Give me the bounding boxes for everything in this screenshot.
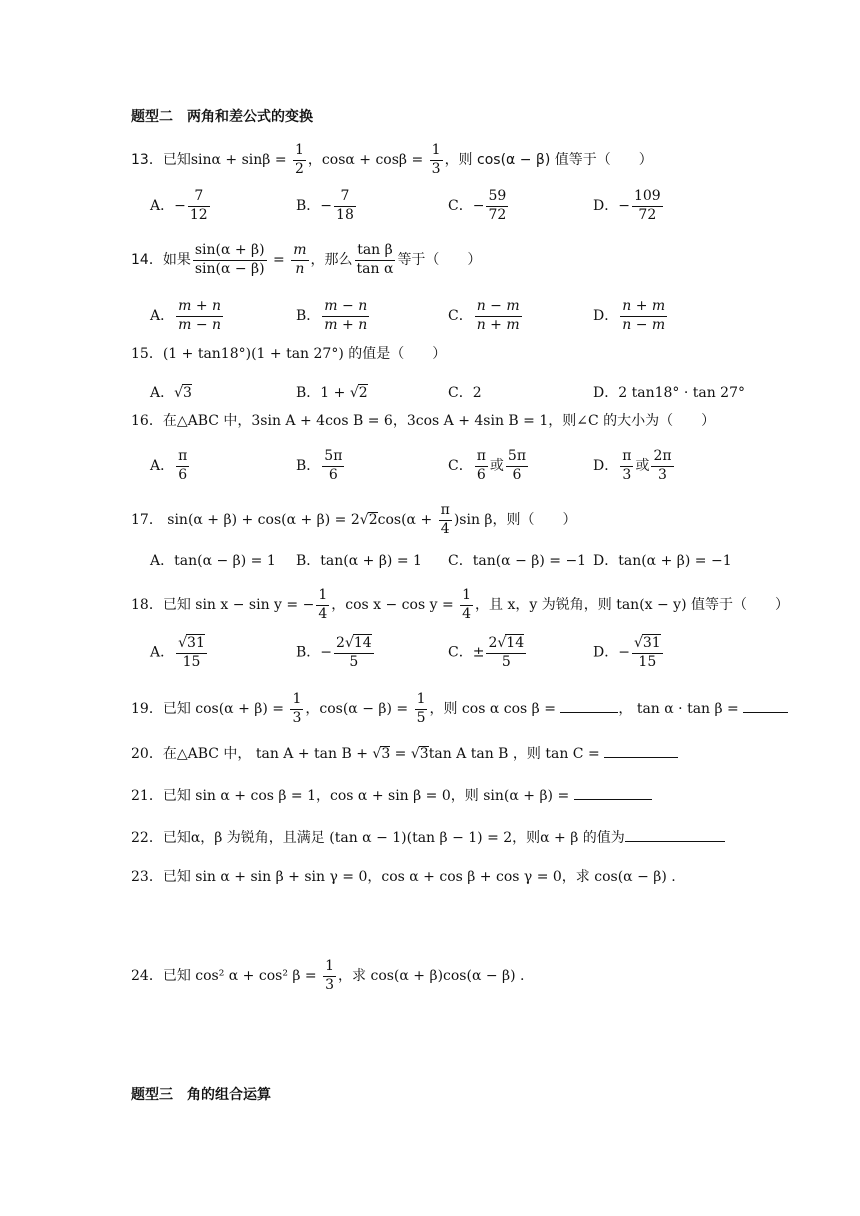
question-14: 14．如果 $\frac{\sin(\alpha + \beta)}{\sin(\alpha - \beta)}$ = $\frac{m}{n}$ ，那么 $\frac{\text{tan β}}{\text{tan α}}$ 等于（ ）: [131, 242, 482, 277]
q13-option-a: A．− $\frac{7}{12}$: [150, 188, 208, 223]
question-15: 15．(1 + tan18°)(1 + tan 27°) 的值是（ ）: [131, 346, 447, 362]
question-17: 17． sin(α + β) + cos(α + β) = 2√2cos(α + $\frac{\pi}{4}$ )sin β，则（ ）: [131, 502, 577, 537]
answer-blank[interactable]: [625, 828, 725, 842]
question-20: 20．在△ABC 中， tan A + tan B + √3 = √3tan A tan B ，则 tan C =: [131, 744, 678, 761]
question-19: 19．已知 cos(α + β) = $\frac{1}{3}$ ，cos(α − β) = $\frac{1}{5}$ ，则 cos α cos β = ， tan α · tan β =: [131, 691, 788, 727]
q18-option-d: D．− $\frac{√31}{15}$: [593, 635, 661, 670]
question-22: 22．已知α，β 为锐角，且满足 (tan α − 1)(tan β − 1) = 2，则α + β 的值为: [131, 828, 725, 845]
q15-option-d: D．2 tan18° · tan 27°: [593, 385, 745, 401]
q17-option-a: A．tan(α − β) = 1: [150, 553, 276, 569]
q13-option-d: D．− $\frac{109}{72}$: [593, 188, 661, 223]
section-heading-type3: 题型三 角的组合运算: [131, 1087, 271, 1103]
q14-option-a: A． $\frac{m + n}{m - n}$: [150, 298, 222, 333]
question-16: 16．在△ABC 中，3sin A + 4cos B = 6，3cos A + 4sin B = 1，则∠C 的大小为（ ）: [131, 413, 716, 429]
q16-option-c: C． $\frac{\pi}{6}$ 或 $\frac{5\pi}{6}$: [448, 448, 527, 483]
answer-blank[interactable]: [574, 786, 652, 800]
q13-option-c: C．− $\frac{59}{72}$: [448, 188, 507, 223]
answer-blank[interactable]: [743, 699, 788, 713]
section-heading-type2: 题型二 两角和差公式的变换: [131, 109, 313, 125]
answer-blank[interactable]: [560, 699, 618, 713]
q16-option-b: B． $\frac{5\pi}{6}$: [296, 448, 343, 483]
q17-option-d: D．tan(α + β) = −1: [593, 553, 732, 569]
q14-option-b: B． $\frac{m - n}{m + n}$: [296, 298, 368, 333]
q15-option-a: A．√3: [150, 385, 192, 401]
q17-option-c: C．tan(α − β) = −1: [448, 553, 587, 569]
q18-option-a: A． $\frac{√31}{15}$: [150, 635, 205, 670]
q15-option-c: C．2: [448, 385, 482, 401]
q14-option-c: C． $\frac{n - m}{n + m}$: [448, 298, 520, 333]
fraction: $\frac{1}{3}$: [431, 142, 441, 177]
q18-option-b: B．− $\frac{2√14}{5}$: [296, 635, 372, 670]
q16-option-d: D． $\frac{\pi}{3}$ 或 $\frac{2\pi}{3}$: [593, 448, 672, 483]
q13-option-b: B．− $\frac{7}{18}$: [296, 188, 354, 223]
question-23: 23．已知 sin α + sin β + sin γ = 0，cos α + cos β + cos γ = 0，求 cos(α − β) .: [131, 869, 676, 885]
q15-option-b: B．1 + √2: [296, 385, 368, 401]
fraction: $\frac{1}{2}$: [295, 142, 304, 177]
question-21: 21．已知 sin α + cos β = 1，cos α + sin β = 0，则 sin(α + β) =: [131, 786, 652, 803]
question-24: 24．已知 cos² α + cos² β = $\frac{1}{3}$ ，求 cos(α + β)cos(α − β) .: [131, 958, 525, 993]
q14-option-d: D． $\frac{n + m}{n - m}$: [593, 298, 666, 333]
q17-option-b: B．tan(α + β) = 1: [296, 553, 422, 569]
question-18: 18．已知 sin x − sin y = − $\frac{1}{4}$ ，cos x − cos y = $\frac{1}{4}$ ，且 x，y 为锐角，则 tan(x − y) 值等于（ ）: [131, 587, 790, 622]
question-13: 13．已知sinα + sinβ = $\frac{1}{2}$ ，cosα + cosβ = $\frac{1}{3}$ ，则 cos(α − β) 值等于（ ）: [131, 142, 653, 177]
q18-option-c: C．± $\frac{2√14}{5}$: [448, 635, 525, 670]
answer-blank[interactable]: [604, 744, 678, 758]
q16-option-a: A． $\frac{\pi}{6}$: [150, 448, 188, 483]
